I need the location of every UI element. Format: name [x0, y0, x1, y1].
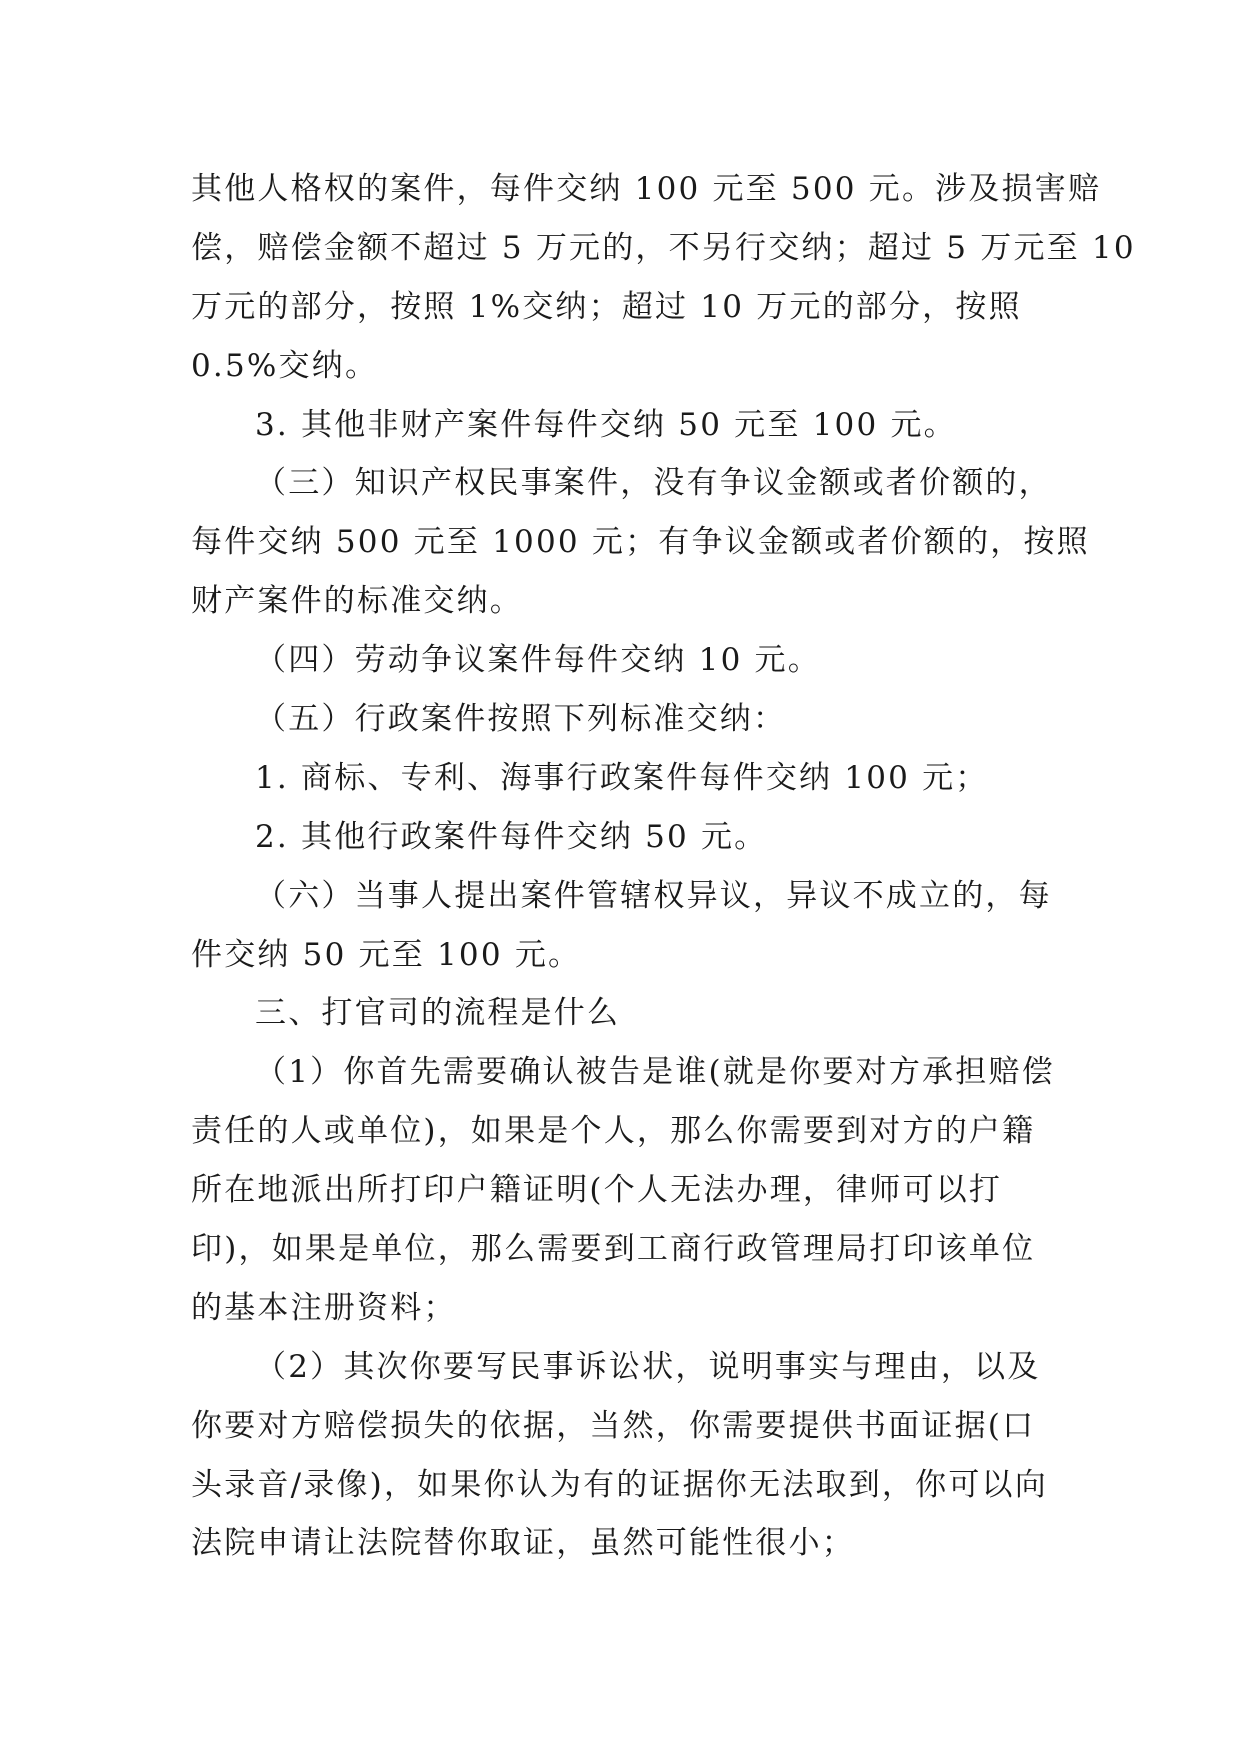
text-line: 0.5%交纳。: [191, 347, 379, 384]
text-line: （1）你首先需要确认被告是谁(就是你要对方承担赔偿: [255, 1054, 1055, 1091]
text-line: 头录音/录像)，如果你认为有的证据你无法取到，你可以向: [191, 1466, 1048, 1503]
text-line: （六）当事人提出案件管辖权异议，异议不成立的，每: [255, 877, 1052, 914]
text-line: 偿，赔偿金额不超过 5 万元的，不另行交纳；超过 5 万元至 10: [191, 229, 1136, 266]
text-line: 所在地派出所打印户籍证明(个人无法办理，律师可以打: [191, 1172, 1003, 1209]
text-line: 责任的人或单位)，如果是个人，那么你需要到对方的户籍: [191, 1113, 1036, 1150]
text-line: 三、打官司的流程是什么: [255, 995, 621, 1032]
text-line: （五）行政案件按照下列标准交纳：: [255, 701, 787, 738]
text-line: 3. 其他非财产案件每件交纳 50 元至 100 元。: [255, 406, 957, 443]
document-body: [191, 160, 1136, 1573]
text-line: 你要对方赔偿损失的依据，当然，你需要提供书面证据(口: [191, 1407, 1036, 1444]
text-line: 印)，如果是单位，那么需要到工商行政管理局打印该单位: [191, 1231, 1036, 1268]
text-line: 的基本注册资料；: [191, 1289, 457, 1326]
text-line: （2）其次你要写民事诉讼状，说明事实与理由，以及: [255, 1348, 1041, 1385]
text-line: （四）劳动争议案件每件交纳 10 元。: [255, 642, 821, 679]
text-line: 2. 其他行政案件每件交纳 50 元。: [255, 818, 768, 855]
text-line: 每件交纳 500 元至 1000 元；有争议金额或者价额的，按照: [191, 524, 1090, 561]
text-line: 财产案件的标准交纳。: [191, 583, 523, 620]
text-line: 法院申请让法院替你取证，虽然可能性很小；: [191, 1525, 855, 1562]
text-line: 1. 商标、专利、海事行政案件每件交纳 100 元；: [255, 759, 989, 796]
text-line: 万元的部分，按照 1%交纳；超过 10 万元的部分，按照: [191, 288, 1022, 325]
text-line: （三）知识产权民事案件，没有争议金额或者价额的，: [255, 465, 1052, 502]
text-line: 件交纳 50 元至 100 元。: [191, 936, 582, 973]
text-line: 其他人格权的案件，每件交纳 100 元至 500 元。涉及损害赔: [191, 171, 1102, 207]
